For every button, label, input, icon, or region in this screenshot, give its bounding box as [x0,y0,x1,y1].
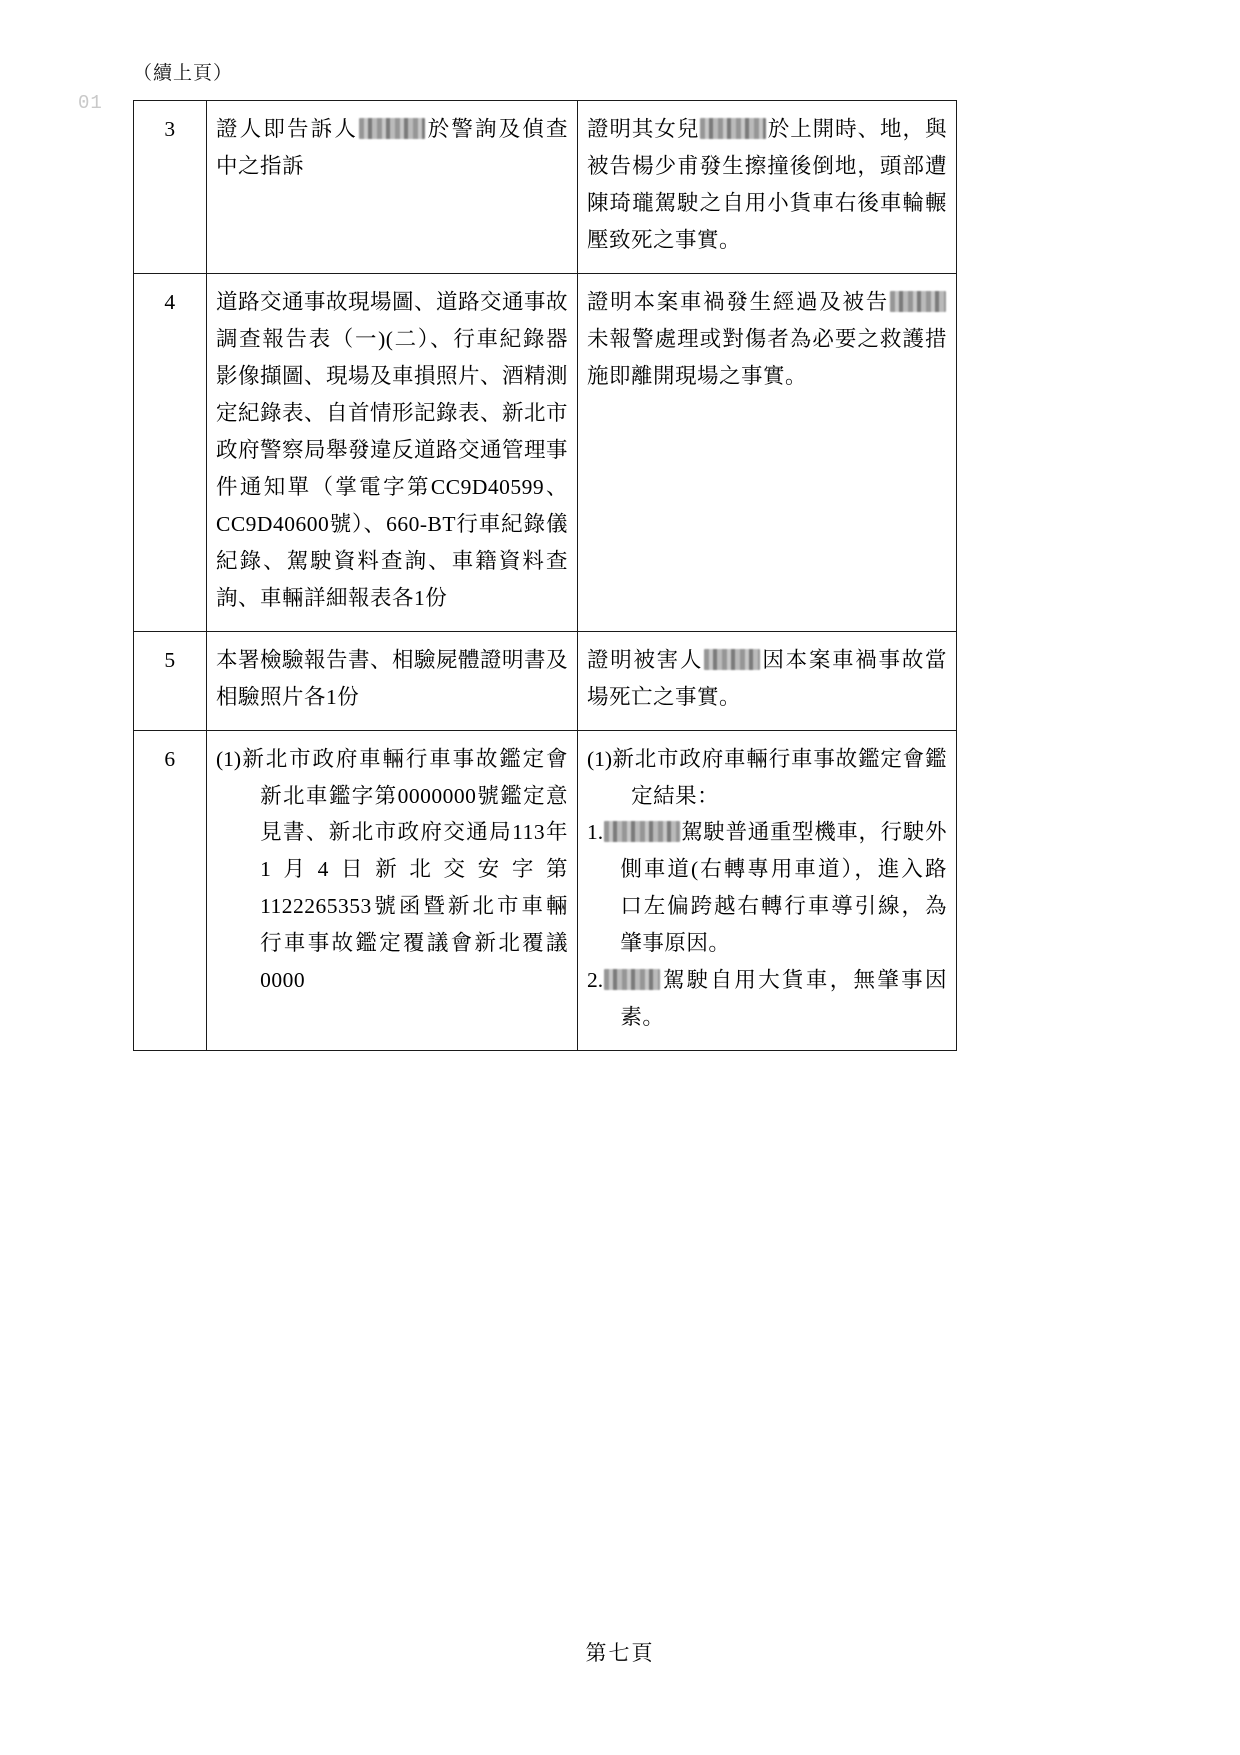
evidence-table [133,100,957,1051]
redacted-name [604,821,680,842]
continuation-label: （續上頁） [133,63,234,84]
evidence-text-post: 於警詢及偵查中之指訴 [216,117,568,178]
evidence-text-pre: 證人即告訴人 [216,117,358,141]
row-evidence [207,730,578,1051]
list-item-text: 新北市政府車輛行車事故鑑定會鑑定結果： [612,746,947,808]
redacted-name [604,969,660,990]
list-item [587,814,947,962]
list-item [587,962,947,1036]
redacted-name [359,118,425,139]
table-row [134,730,957,1051]
page-footer: 第七頁 [585,1641,655,1665]
fact-text-post: 因本案車禍事故當場死亡之事實。 [587,647,947,709]
table-row [134,631,957,730]
fact-text-pre: 證明被害人 [587,647,704,672]
list-item [216,741,568,1000]
table-row [134,101,957,274]
list-item [587,741,947,815]
list-item-marker: 2. [587,968,604,993]
table-row [134,273,957,631]
row-number: 5 [134,631,207,730]
redacted-name [704,649,760,670]
row-fact [578,273,957,631]
list-item-text: 駕駛自用大貨車，無肇事因素。 [620,968,947,1030]
page-corner-mark: 01 [78,92,103,114]
list-item-marker: 1. [587,820,604,845]
row-number: 4 [134,273,207,631]
row-number: 3 [134,101,207,274]
redacted-name [700,118,766,139]
fact-text-post: 未報警處理或對傷者為必要之救護措施即離開現場之事實。 [587,326,947,388]
row-evidence [207,101,578,274]
list-item-marker: (1) [587,746,613,771]
row-fact [578,631,957,730]
fact-text-pre: 證明其女兒 [587,117,700,141]
fact-text-pre: 證明本案車禍發生經過及被告 [587,289,889,314]
row-evidence: 本署檢驗報告書、相驗屍體證明書及相驗照片各1份 [207,631,578,730]
fact-text-post: 於上開時、地，與被告楊少甫發生擦撞後倒地，頭部遭陳琦瓏駕駛之自用小貨車右後車輪輾壓致死之事實。 [587,117,947,252]
row-number: 6 [134,730,207,1051]
list-item-marker: (1) [216,746,242,771]
row-evidence: 道路交通事故現場圖、道路交通事故調查報告表（一)(二）、行車紀錄器影像擷圖、現場及車損照片、酒精測定紀錄表、自首情形記錄表、新北市政府警察局舉發違反道路交通管理事件通知單（掌電字第CC9D40599、CC9D40600號）、660-BT行車紀錄儀紀錄、駕駛資料查詢、車籍資料查詢、車輛詳細報表各1份 [207,273,578,631]
list-item-text: 新北市政府車輛行車事故鑑定會新北車鑑字第0000000號鑑定意見書、新北市政府交通局113年1月4日新北交安字第1122265353號函暨新北市車輛行車事故鑑定覆議會新北覆議0000 [241,746,568,993]
list-item-text: 駕駛普通重型機車，行駛外側車道(右轉專用車道），進入路口左偏跨越右轉行車導引線，為肇事原因。 [620,820,947,956]
redacted-name [890,291,946,312]
row-fact [578,730,957,1051]
row-fact [578,101,957,274]
